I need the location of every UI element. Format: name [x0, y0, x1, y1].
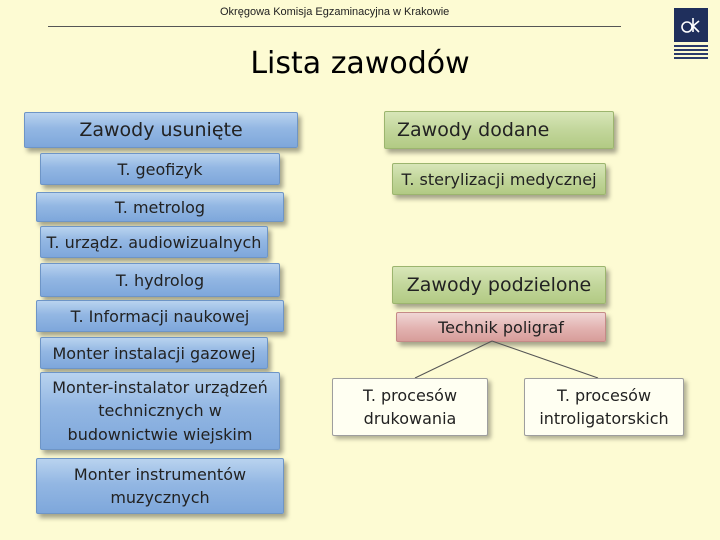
- removed-item: Monter-instalator urządzeń technicznych w budownictwie wiejskim: [40, 372, 280, 450]
- split-heading: Zawody podzielone: [392, 266, 606, 304]
- split-result: T. procesów introligatorskich: [524, 378, 684, 436]
- removed-item: T. Informacji naukowej: [36, 300, 284, 332]
- removed-item: T. urządz. audiowizualnych: [40, 226, 268, 258]
- removed-heading: Zawody usunięte: [24, 112, 298, 148]
- split-result: T. procesów drukowania: [332, 378, 488, 436]
- split-source: Technik poligraf: [396, 312, 606, 342]
- added-heading: Zawody dodane: [384, 111, 614, 149]
- removed-item: Monter instrumentów muzycznych: [36, 458, 284, 514]
- removed-item: T. geofizyk: [40, 153, 280, 185]
- removed-item: T. hydrolog: [40, 263, 280, 297]
- header-institution: Okręgowa Komisja Egzaminacyjna w Krakowie: [220, 6, 450, 18]
- removed-item: Monter instalacji gazowej: [40, 337, 268, 369]
- page-title: Lista zawodów: [250, 46, 470, 81]
- added-item: T. sterylizacji medycznej: [392, 163, 606, 195]
- removed-item: T. metrolog: [36, 192, 284, 222]
